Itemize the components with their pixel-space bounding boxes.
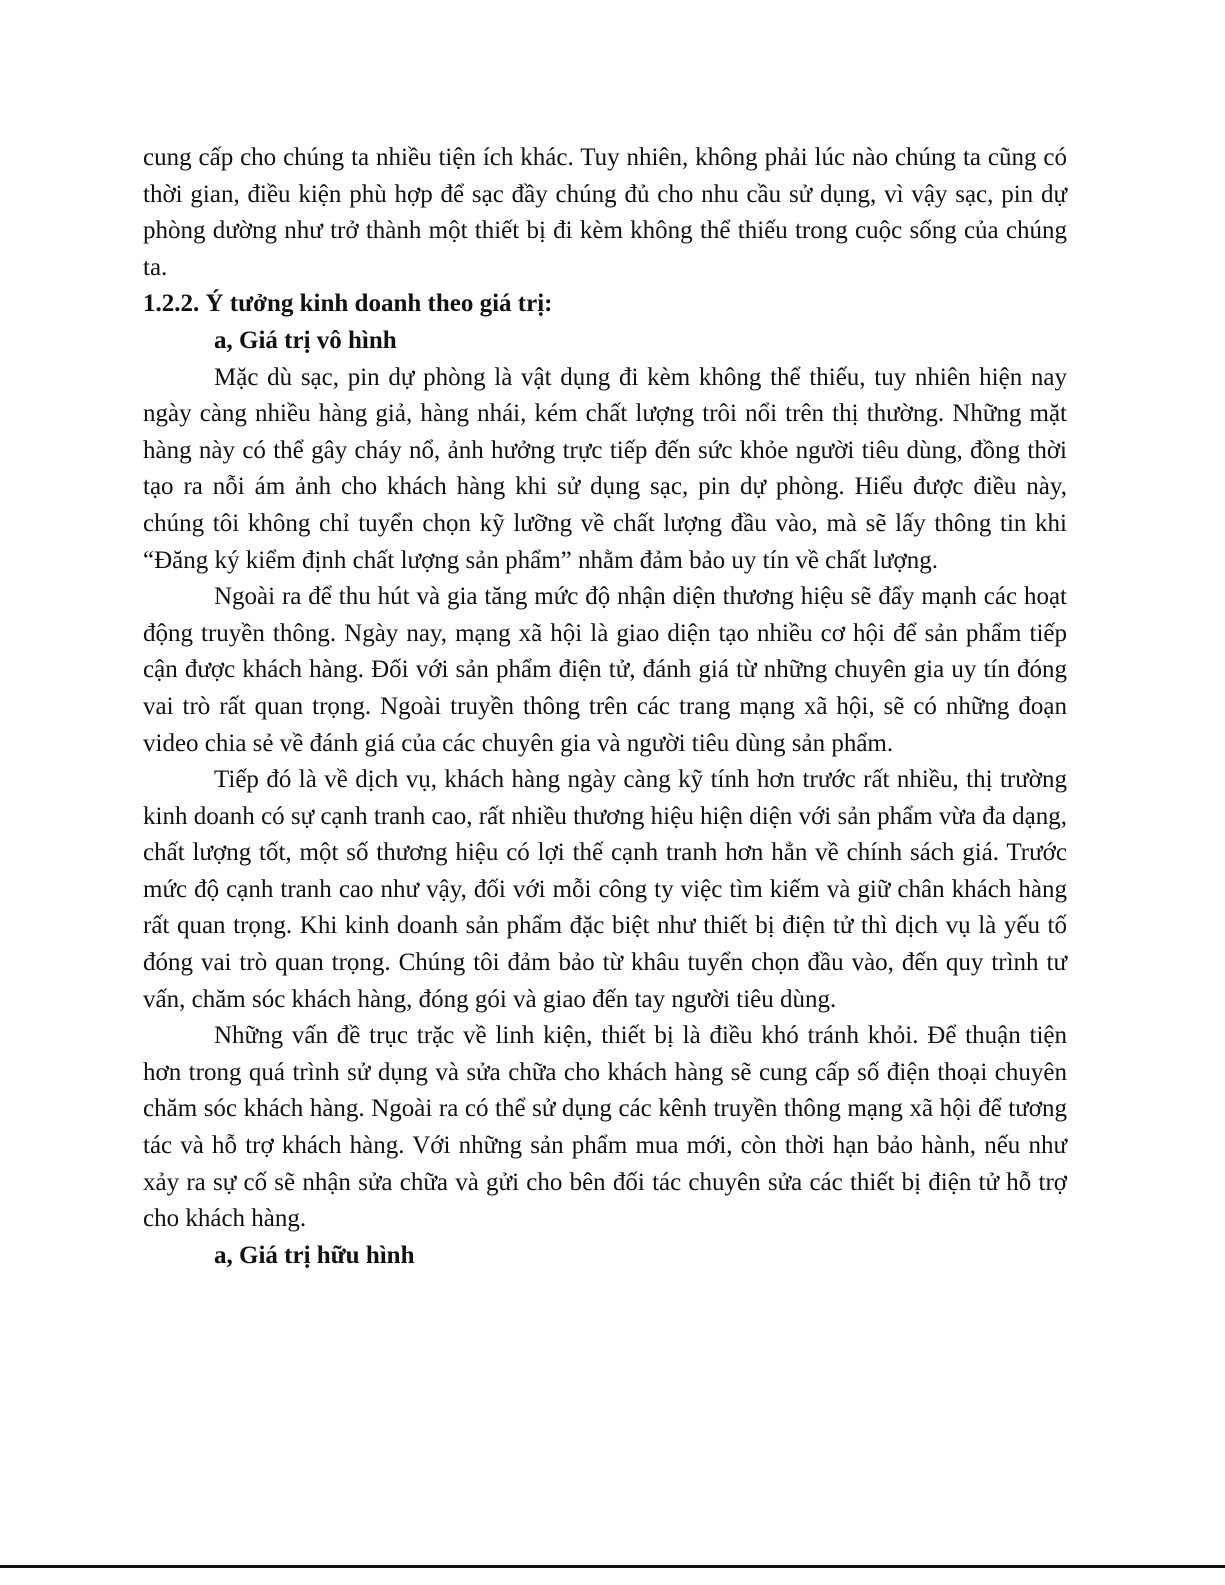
paragraph-support: Những vấn đề trục trặc về linh kiện, thiết bị là điều khó tránh khỏi. Để thuận tiện hơn trong quá trình sử dụng và sửa chữa cho khách hàng sẽ cung cấp số điện thoại chuyên chăm sóc khách hàng. Ngoài ra có thể sử dụng các kênh truyền thông mạng xã hội để tương tác và hỗ trợ khách hàng. Với những sản phẩm mua mới, còn thời hạn bảo hành, nếu như xảy ra sự cố sẽ nhận sửa chữa và gửi cho bên đối tác chuyên sửa các thiết bị điện tử hỗ trợ cho khách hàng. (143, 1022, 1067, 1233)
subsection-heading-tangible: a, Giá trị hữu hình (214, 1241, 415, 1269)
paragraph-quality: Mặc dù sạc, pin dự phòng là vật dụng đi kèm không thể thiếu, tuy nhiên hiện nay ngày càng nhiều hàng giả, hàng nhái, kém chất lượng trôi nổi trên thị thường. Những mặt hàng này có thể gây cháy nổ, ảnh hưởng trực tiếp đến sức khỏe người tiêu dùng, đồng thời tạo ra nỗi ám ảnh cho khách hàng khi sử dụng sạc, pin dự phòng. Hiểu được điều này, chúng tôi không chỉ tuyển chọn kỹ lưỡng về chất lượng đầu vào, mà sẽ lấy thông tin khi “Đăng ký kiểm định chất lượng sản phẩm” nhằm đảm bảo uy tín về chất lượng. (143, 363, 1067, 574)
paragraph-communication: Ngoài ra để thu hút và gia tăng mức độ nhận diện thương hiệu sẽ đẩy mạnh các hoạt động truyền thông. Ngày nay, mạng xã hội là giao diện tạo nhiều cơ hội để sản phẩm tiếp cận được khách hàng. Đối với sản phẩm điện tử, đánh giá từ những chuyên gia uy tín đóng vai trò rất quan trọng. Ngoài truyền thông trên các trang mạng xã hội, sẽ có những đoạn video chia sẻ về đánh giá của các chuyên gia và người tiêu dùng sản phẩm. (143, 583, 1067, 757)
page-bottom-rule (0, 1565, 1225, 1568)
document-page (143, 140, 1067, 1274)
section-heading: 1.2.2. Ý tưởng kinh doanh theo giá trị: (143, 290, 553, 318)
intro-paragraph: cung cấp cho chúng ta nhiều tiện ích khác. Tuy nhiên, không phải lúc nào chúng ta cũng có thời gian, điều kiện phù hợp để sạc đầy chúng đủ cho nhu cầu sử dụng, vì vậy sạc, pin dự phòng dường như trở thành một thiết bị đi kèm không thể thiếu trong cuộc sống của chúng ta. (143, 144, 1067, 281)
paragraph-service: Tiếp đó là về dịch vụ, khách hàng ngày càng kỹ tính hơn trước rất nhiều, thị trường kinh doanh có sự cạnh tranh cao, rất nhiều thương hiệu hiện diện với sản phẩm vừa đa dạng, chất lượng tốt, một số thương hiệu có lợi thế cạnh tranh hơn hẳn về chính sách giá. Trước mức độ cạnh tranh cao như vậy, đối với mỗi công ty việc tìm kiếm và giữ chân khách hàng rất quan trọng. Khi kinh doanh sản phẩm đặc biệt như thiết bị điện tử thì dịch vụ là yếu tố đóng vai trò quan trọng. Chúng tôi đảm bảo từ khâu tuyển chọn đầu vào, đến quy trình tư vấn, chăm sóc khách hàng, đóng gói và giao đến tay người tiêu dùng. (143, 766, 1067, 1013)
subsection-heading-intangible: a, Giá trị vô hình (214, 326, 397, 354)
